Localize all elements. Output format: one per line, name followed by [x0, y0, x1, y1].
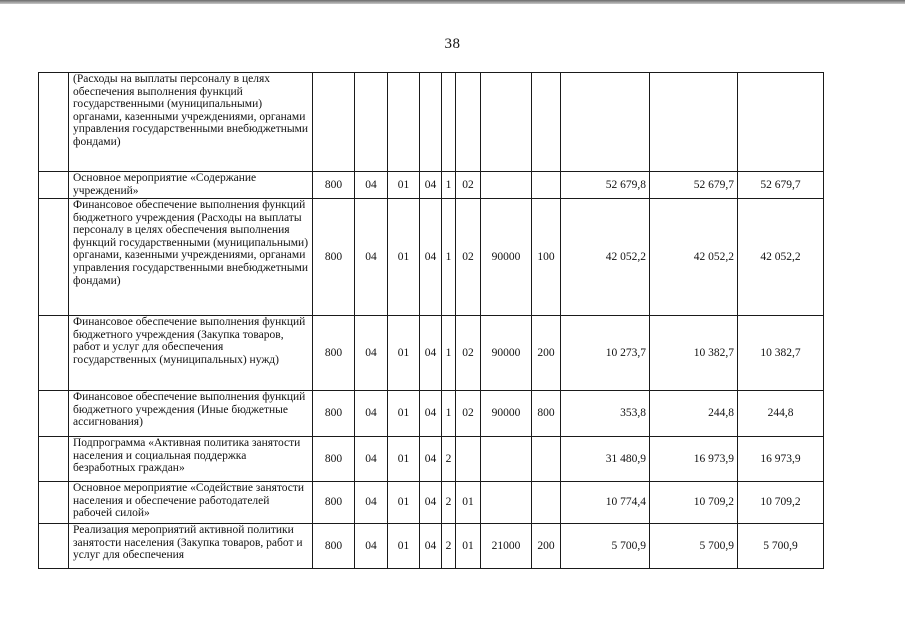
- subsection-cell: 01: [388, 199, 420, 316]
- event-cell: [456, 437, 481, 482]
- program-cell: 04: [420, 437, 442, 482]
- type-cell: 800: [532, 391, 561, 437]
- section-cell: 04: [355, 199, 388, 316]
- sum-year1-cell: 31 480,9: [561, 437, 650, 482]
- code-cell: 800: [313, 199, 355, 316]
- event-cell: 02: [456, 391, 481, 437]
- direction-cell: 90000: [481, 316, 532, 391]
- table-row: [39, 172, 824, 199]
- section-cell: 04: [355, 482, 388, 524]
- row-description: Реализация мероприятий активной политики занятости населения (Закупка товаров, работ и услуг для обеспечения: [69, 524, 313, 569]
- table-row: [39, 199, 824, 316]
- row-description: Подпрограмма «Активная политика занятости населения и социальная поддержка безработных граждан»: [69, 437, 313, 482]
- row-index-cell: [39, 437, 69, 482]
- section-cell: 04: [355, 391, 388, 437]
- program-cell: [420, 73, 442, 172]
- direction-cell: [481, 482, 532, 524]
- code-cell: 800: [313, 316, 355, 391]
- event-cell: 02: [456, 316, 481, 391]
- subsection-cell: 01: [388, 437, 420, 482]
- section-cell: 04: [355, 316, 388, 391]
- direction-cell: [481, 437, 532, 482]
- sum-year1-cell: 42 052,2: [561, 199, 650, 316]
- section-cell: 04: [355, 172, 388, 199]
- code-cell: 800: [313, 437, 355, 482]
- table-row: [39, 524, 824, 569]
- row-index-cell: [39, 316, 69, 391]
- row-description: Финансовое обеспечение выполнения функций бюджетного учреждения (Закупка товаров, работ и услуг для обеспечения государственных (муниципальных) нужд): [69, 316, 313, 391]
- row-index-cell: [39, 73, 69, 172]
- table-row: [39, 391, 824, 437]
- code-cell: 800: [313, 391, 355, 437]
- subsection-cell: 01: [388, 391, 420, 437]
- subsection-cell: 01: [388, 482, 420, 524]
- sum-year2-cell: 10 382,7: [650, 316, 738, 391]
- row-index-cell: [39, 391, 69, 437]
- sum-year2-cell: 244,8: [650, 391, 738, 437]
- type-cell: [532, 172, 561, 199]
- budget-table: [38, 72, 824, 569]
- row-description: Основное мероприятие «Содержание учреждений»: [69, 172, 313, 199]
- section-cell: [355, 73, 388, 172]
- table-row: [39, 73, 824, 172]
- direction-cell: 90000: [481, 199, 532, 316]
- sum-year2-cell: 5 700,9: [650, 524, 738, 569]
- sum-year3-cell: 52 679,7: [738, 172, 824, 199]
- program-cell: 04: [420, 524, 442, 569]
- section-cell: 04: [355, 524, 388, 569]
- code-cell: [313, 73, 355, 172]
- sum-year3-cell: 10 382,7: [738, 316, 824, 391]
- row-index-cell: [39, 199, 69, 316]
- type-cell: [532, 437, 561, 482]
- sum-year2-cell: 10 709,2: [650, 482, 738, 524]
- type-cell: [532, 482, 561, 524]
- type-cell: 200: [532, 524, 561, 569]
- type-cell: [532, 73, 561, 172]
- sum-year2-cell: [650, 73, 738, 172]
- code-cell: 800: [313, 524, 355, 569]
- sum-year2-cell: 16 973,9: [650, 437, 738, 482]
- event-cell: 01: [456, 482, 481, 524]
- event-cell: 01: [456, 524, 481, 569]
- subprogram-cell: [442, 73, 456, 172]
- type-cell: 100: [532, 199, 561, 316]
- sum-year2-cell: 52 679,7: [650, 172, 738, 199]
- sum-year3-cell: 42 052,2: [738, 199, 824, 316]
- program-cell: 04: [420, 391, 442, 437]
- event-cell: 02: [456, 172, 481, 199]
- row-description: (Расходы на выплаты персоналу в целях обеспечения выполнения функций государственными (муниципальными) органами, казенными учреждениями, органами управления государственными внебюджетными фондами): [69, 73, 313, 172]
- program-cell: 04: [420, 199, 442, 316]
- sum-year3-cell: 244,8: [738, 391, 824, 437]
- subsection-cell: 01: [388, 316, 420, 391]
- row-description: Финансовое обеспечение выполнения функций бюджетного учреждения (Иные бюджетные ассигнования): [69, 391, 313, 437]
- subsection-cell: 01: [388, 172, 420, 199]
- direction-cell: [481, 172, 532, 199]
- subsection-cell: 01: [388, 524, 420, 569]
- program-cell: 04: [420, 172, 442, 199]
- sum-year2-cell: 42 052,2: [650, 199, 738, 316]
- subprogram-cell: 1: [442, 199, 456, 316]
- subprogram-cell: 1: [442, 172, 456, 199]
- sum-year3-cell: 16 973,9: [738, 437, 824, 482]
- sum-year3-cell: [738, 73, 824, 172]
- sum-year1-cell: [561, 73, 650, 172]
- sum-year1-cell: 5 700,9: [561, 524, 650, 569]
- direction-cell: [481, 73, 532, 172]
- program-cell: 04: [420, 316, 442, 391]
- code-cell: 800: [313, 172, 355, 199]
- program-cell: 04: [420, 482, 442, 524]
- subprogram-cell: 1: [442, 391, 456, 437]
- row-description: Основное мероприятие «Содействие занятости населения и обеспечение работодателей рабочей силой»: [69, 482, 313, 524]
- direction-cell: 21000: [481, 524, 532, 569]
- sum-year1-cell: 10 774,4: [561, 482, 650, 524]
- subprogram-cell: 2: [442, 437, 456, 482]
- sum-year3-cell: 5 700,9: [738, 524, 824, 569]
- sum-year1-cell: 353,8: [561, 391, 650, 437]
- subprogram-cell: 2: [442, 524, 456, 569]
- table-row: [39, 437, 824, 482]
- sum-year1-cell: 52 679,8: [561, 172, 650, 199]
- event-cell: [456, 73, 481, 172]
- event-cell: 02: [456, 199, 481, 316]
- subprogram-cell: 1: [442, 316, 456, 391]
- sum-year3-cell: 10 709,2: [738, 482, 824, 524]
- page-number: 38: [444, 36, 461, 52]
- subprogram-cell: 2: [442, 482, 456, 524]
- subsection-cell: [388, 73, 420, 172]
- row-description: Финансовое обеспечение выполнения функций бюджетного учреждения (Расходы на выплаты персоналу в целях обеспечения выполнения функций государственными (муниципальными) органами, казенными учреждениями, органами управления государственными внебюджетными фондами): [69, 199, 313, 316]
- row-index-cell: [39, 524, 69, 569]
- table-row: [39, 482, 824, 524]
- code-cell: 800: [313, 482, 355, 524]
- sum-year1-cell: 10 273,7: [561, 316, 650, 391]
- direction-cell: 90000: [481, 391, 532, 437]
- table-row: [39, 316, 824, 391]
- type-cell: 200: [532, 316, 561, 391]
- row-index-cell: [39, 172, 69, 199]
- row-index-cell: [39, 482, 69, 524]
- scan-top-edge: [0, 0, 905, 4]
- section-cell: 04: [355, 437, 388, 482]
